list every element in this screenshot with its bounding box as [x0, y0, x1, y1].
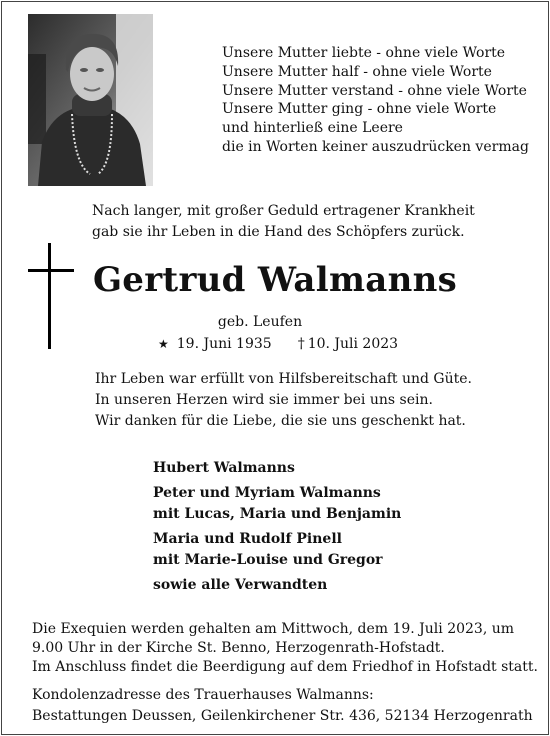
intro-line: gab sie ihr Leben in die Hand des Schöpfers zurück.	[92, 224, 465, 240]
deceased-name: Gertrud Walmanns	[92, 260, 458, 300]
tribute-line: In unseren Herzen wird sie immer bei uns sein.	[95, 392, 433, 408]
intro-line: Nach langer, mit großer Geduld ertragener Krankheit	[92, 203, 475, 219]
mourner-line: sowie alle Verwandten	[153, 576, 328, 593]
mourner-line: Hubert Walmanns	[153, 460, 295, 476]
funeral-line: Die Exequien werden gehalten am Mittwoch, dem 19. Juli 2023, um	[32, 621, 515, 637]
condolence-line: Bestattungen Deussen, Geilenkirchener Str. 436, 52134 Herzogenrath	[32, 708, 533, 724]
mourner-group	[153, 575, 513, 597]
poem-line: Unsere Mutter verstand - ohne viele Worte	[222, 82, 527, 99]
mourner-group	[153, 483, 513, 526]
tribute-line: Ihr Leben war erfüllt von Hilfsbereitschaft und Güte.	[95, 371, 472, 387]
tribute-line: Wir danken für die Liebe, die sie uns geschenkt hat.	[95, 413, 466, 429]
dagger-icon: †	[297, 336, 305, 352]
star-icon: ★	[158, 337, 169, 351]
funeral-line: Im Anschluss findet die Beerdigung auf dem Friedhof in Hofstadt statt.	[32, 659, 538, 675]
poem-line: Unsere Mutter ging - ohne viele Worte	[222, 101, 497, 118]
poem-line: Unsere Mutter liebte - ohne viele Worte	[222, 45, 506, 61]
portrait-image	[28, 14, 153, 186]
maiden-name: geb. Leufen	[217, 314, 303, 330]
death-date: 10. Juli 2023	[307, 336, 399, 352]
poem-line: die in Worten keiner auszudrücken vermag	[222, 138, 529, 155]
intro-text	[92, 201, 512, 243]
condolence-address	[32, 685, 532, 727]
mourner-group	[153, 529, 513, 572]
mourner-line: Peter und Myriam Walmanns	[153, 484, 381, 501]
mourner-group	[153, 458, 513, 480]
mourner-line: Maria und Rudolf Pinell	[153, 530, 342, 547]
poem	[222, 44, 542, 157]
portrait-photo	[28, 14, 153, 186]
mourner-line: mit Marie-Louise und Gregor	[153, 552, 383, 568]
mourner-line: mit Lucas, Maria und Benjamin	[153, 506, 402, 522]
cross-icon	[28, 243, 74, 349]
tribute-text	[95, 369, 515, 432]
life-dates	[158, 336, 458, 352]
mourners-list	[153, 458, 513, 599]
birth-date: 19. Juni 1935	[176, 336, 272, 352]
condolence-line: Kondolenzadresse des Trauerhauses Walmanns:	[32, 687, 374, 703]
poem-line: Unsere Mutter half - ohne viele Worte	[222, 63, 492, 80]
funeral-line: 9.00 Uhr in der Kirche St. Benno, Herzogenrath-Hofstadt.	[32, 640, 445, 656]
poem-line: und hinterließ eine Leere	[222, 120, 403, 137]
funeral-info	[32, 620, 538, 677]
